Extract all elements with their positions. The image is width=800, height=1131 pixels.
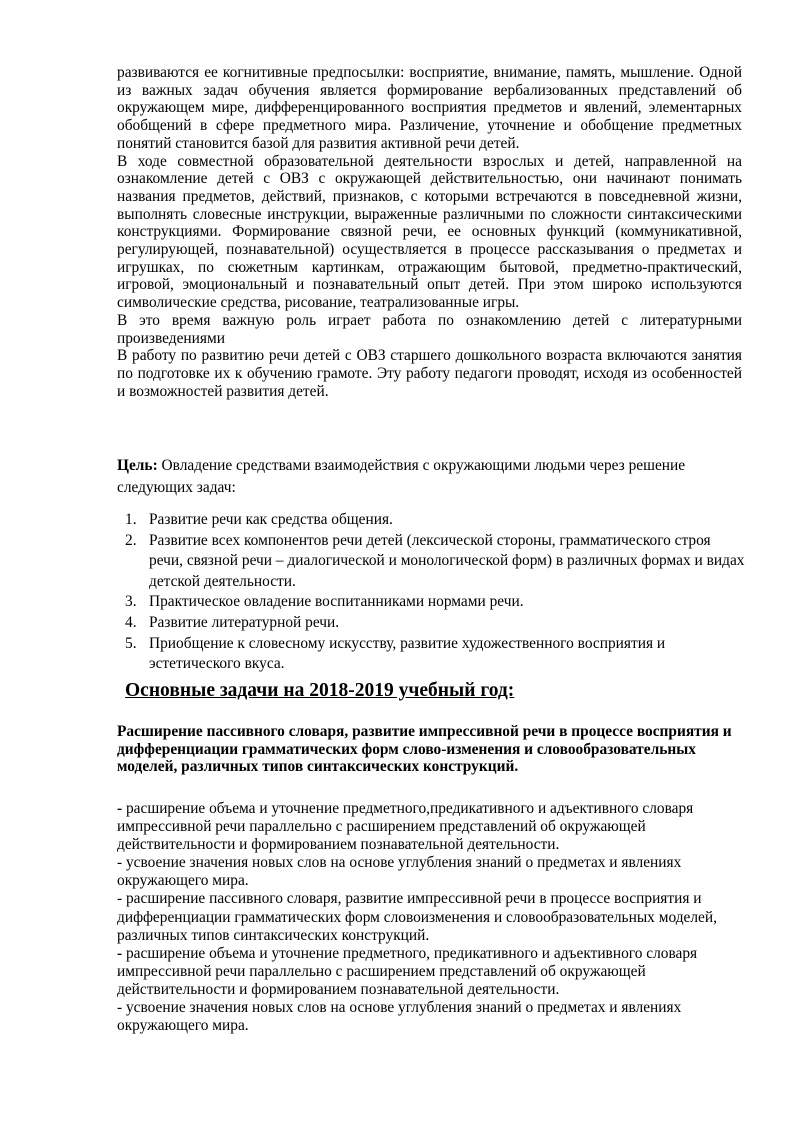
section-heading: Основные задачи на 2018-2019 учебный год:	[125, 680, 515, 701]
intro-text	[117, 64, 742, 400]
bullet-list	[117, 800, 747, 1035]
bullet-dash: -	[117, 800, 123, 817]
list-item-text: Развитие литературной речи.	[149, 613, 340, 631]
intro-paragraph: развиваются ее когнитивные предпосылки: восприятие, внимание, память, мышление. Одной из важных задач обучения является формирование вербализованных представлений об окружающем мире, дифференцированного восприятия предметов и явлений, элементарных обобщений в сфере предметного мира. Различение, уточнение и обобщение предметных понятий становится базой для развития активной речи детей.	[117, 64, 742, 152]
goal-text: Овладение средствами взаимодействия с окружающими людьми через решение следующих задач:	[117, 457, 686, 496]
list-item-text: Приобщение к словесному искусству, развитие художественного восприятия и эстетического вкуса.	[149, 634, 666, 673]
section-subheading: Расширение пассивного словаря, развитие импрессивной речи в процессе восприятия и дифференциации грамматических форм слово-изменения и словообразовательных моделей, различных типов синтаксических конструкций.	[117, 723, 732, 776]
intro-paragraph: В работу по развитию речи детей с ОВЗ старшего дошкольного возраста включаются занятия по подготовке их к обучению грамоте. Эту работу педагоги проводят, исходя из особенностей и возможностей развития детей.	[117, 347, 742, 400]
bullet-text: усвоение значения новых слов на основе углубления знаний о предметах и явлениях окружающего мира.	[117, 854, 682, 890]
list-item-text: Развитие речи как средства общения.	[149, 511, 393, 528]
bullet-text: расширение пассивного словаря, развитие импрессивной речи в процессе восприятия и дифференциации грамматических форм словоизменения и словообразовательных моделей, различных типов синтаксических конструкций.	[117, 890, 717, 944]
intro-paragraph: В это время важную роль играет работа по ознакомлению детей с литературными произведениями	[117, 311, 742, 347]
list-item	[117, 510, 747, 531]
bullet-text: усвоение значения новых слов на основе углубления знаний о предметах и явлениях окружающего мира.	[117, 999, 682, 1035]
intro-paragraph: В ходе совместной образовательной деятельности взрослых и детей, направленной на ознакомление детей с ОВЗ с окружающей действительностью, они начинают понимать названия предметов, действий, признаков, с которыми встречаются в повседневной жизни, выполнять словесные инструкции, выраженные различными по сложности синтаксическими конструкциями. Формирование связной речи, ее основных функций (коммуникативной, регулирующей, познавательной) осуществляется в процессе рассказывания о предметах и игрушках, по сюжетным картинкам, отражающим бытовой, предметно-практический, игровой, эмоциональный и познавательный опыт детей. При этом широко используются символические средства, рисование, театрализованные игры.	[117, 152, 742, 312]
bullet-dash: -	[117, 890, 123, 908]
bullet-text: расширение объема и уточнение предметного,предикативного и адъективного словаря импрессивной речи параллельно с расширением представлений об окружающей действительности и формированием познавательной деятельности.	[117, 800, 694, 854]
list-item	[117, 634, 747, 675]
tasks-list	[117, 510, 747, 675]
bullet-item	[117, 800, 747, 854]
list-item-text: Практическое овладение воспитанниками нормами речи.	[149, 593, 524, 611]
list-item-number: 2.	[125, 531, 137, 549]
bullet-dash: -	[117, 854, 123, 872]
goal-statement	[117, 455, 757, 499]
bullet-item	[117, 999, 747, 1035]
list-item	[117, 613, 747, 634]
bullet-item	[117, 854, 747, 890]
bullet-item	[117, 890, 747, 944]
bullet-item	[117, 945, 747, 999]
bullet-text: расширение объема и уточнение предметного, предикативного и адъективного словаря импрессивной речи параллельно с расширением представлений об окружающей действительности и формированием познавательной деятельности.	[117, 944, 698, 998]
list-item	[117, 592, 747, 613]
bullet-dash: -	[117, 999, 123, 1017]
list-item-number: 4.	[125, 613, 137, 631]
bullet-dash: -	[117, 944, 123, 962]
list-item-text: Развитие всех компонентов речи детей (лексической стороны, грамматического строя речи, связной речи – диалогической и монологической форм) в различных формах и видах детской деятельности.	[149, 531, 745, 590]
goal-label: Цель:	[117, 457, 158, 474]
list-item-number: 1.	[125, 511, 137, 528]
list-item-number: 5.	[125, 634, 137, 652]
list-item-number: 3.	[125, 593, 137, 611]
list-item	[117, 531, 747, 593]
